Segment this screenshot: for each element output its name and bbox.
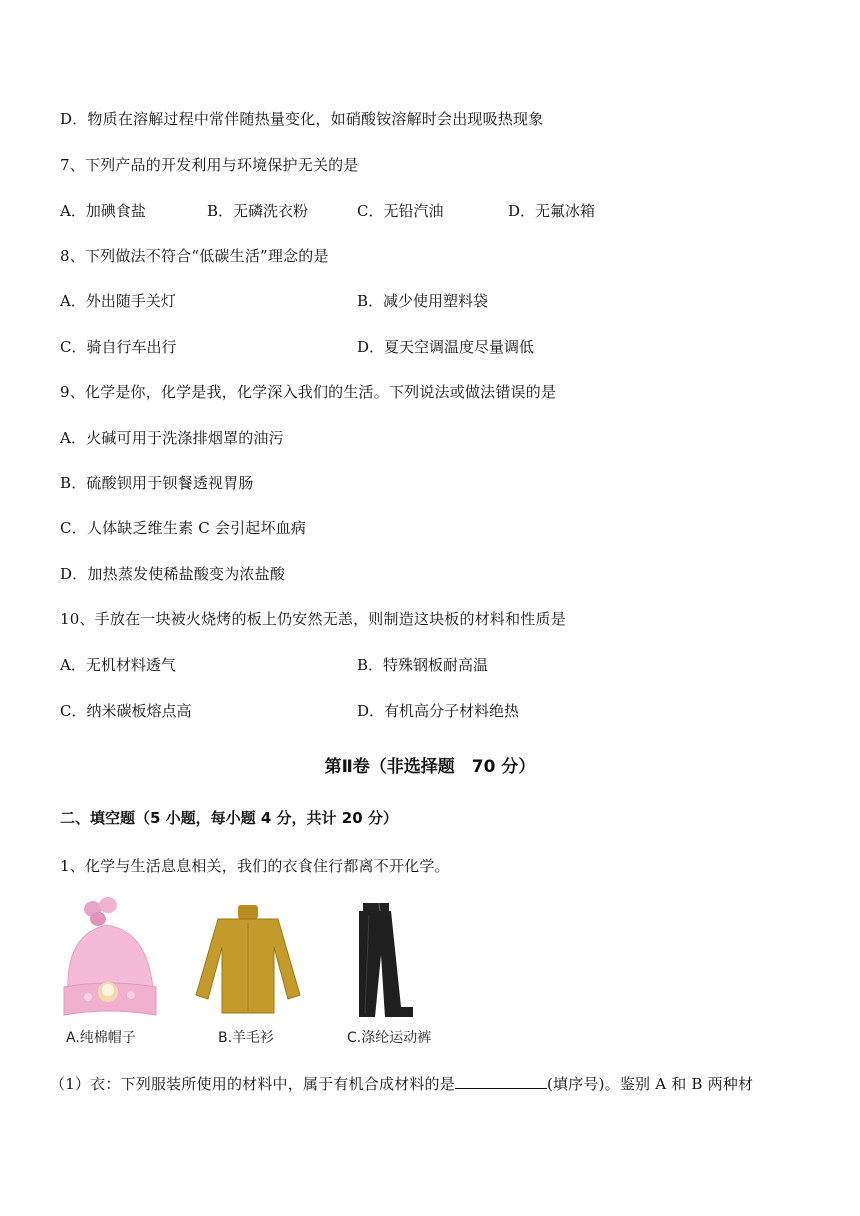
fill-q1-part1: [50, 1073, 753, 1094]
q8-option-b: B．减少使用塑料袋: [357, 292, 489, 310]
q10-option-b: B．特殊钢板耐高温: [357, 656, 489, 674]
q6-option-d: D．物质在溶解过程中常伴随热量变化，如硝酸铵溶解时会出现吸热现象: [60, 110, 544, 128]
figure-caption-c: C.涤纶运动裤: [347, 1030, 432, 1046]
q10-stem: 10、手放在一块被火烧烤的板上仍安然无恙，则制造这块板的材料和性质是: [60, 610, 566, 628]
q9-option-b: B．硫酸钡用于钡餐透视胃肠: [60, 474, 254, 492]
q8-option-a: A．外出随手关灯: [60, 292, 176, 310]
cotton-hat-image: [58, 895, 168, 1020]
q7-option-d: D．无氟冰箱: [508, 202, 596, 220]
q8-option-d: D．夏天空调温度尽量调低: [357, 338, 535, 356]
q9-option-a: A．火碱可用于洗涤排烟罩的油污: [60, 429, 284, 447]
answer-blank[interactable]: [455, 1076, 547, 1089]
fill-q1-part1-suffix: (填序号)。鉴别 A 和 B 两种材: [546, 1075, 754, 1093]
figure-caption-a: A.纯棉帽子: [66, 1030, 136, 1046]
q9-option-d: D．加热蒸发使稀盐酸变为浓盐酸: [60, 565, 286, 583]
part-title: 二、填空题（5 小题，每小题 4 分，共计 20 分）: [60, 809, 398, 827]
q9-option-c: C．人体缺乏维生素 C 会引起坏血病: [60, 519, 307, 537]
q10-option-a: A．无机材料透气: [60, 656, 176, 674]
section-title: 第Ⅱ卷（非选择题 70 分）: [324, 757, 536, 777]
q7-option-b: B．无磷洗衣粉: [207, 202, 309, 220]
fill-q1-part1-prefix: （1）衣：下列服装所使用的材料中，属于有机合成材料的是: [50, 1075, 455, 1093]
q7-option-c: C．无铅汽油: [357, 202, 444, 220]
fill-q1-stem: 1、化学与生活息息相关，我们的衣食住行都离不开化学。: [60, 857, 450, 875]
q8-option-c: C．骑自行车出行: [60, 338, 177, 356]
q8-stem: 8、下列做法不符合“低碳生活”理念的是: [60, 247, 329, 265]
q10-option-c: C．纳米碳板熔点高: [60, 702, 192, 720]
polyester-pants-image: [345, 895, 425, 1020]
q9-stem: 9、化学是你，化学是我，化学深入我们的生活。下列说法或做法错误的是: [60, 383, 557, 401]
figure-caption-b: B.羊毛衫: [218, 1030, 275, 1046]
wool-sweater-image: [188, 895, 308, 1020]
q10-option-d: D．有机高分子材料绝热: [357, 702, 520, 720]
q7-option-a: A．加碘食盐: [60, 202, 146, 220]
q7-stem: 7、下列产品的开发利用与环境保护无关的是: [60, 156, 359, 174]
